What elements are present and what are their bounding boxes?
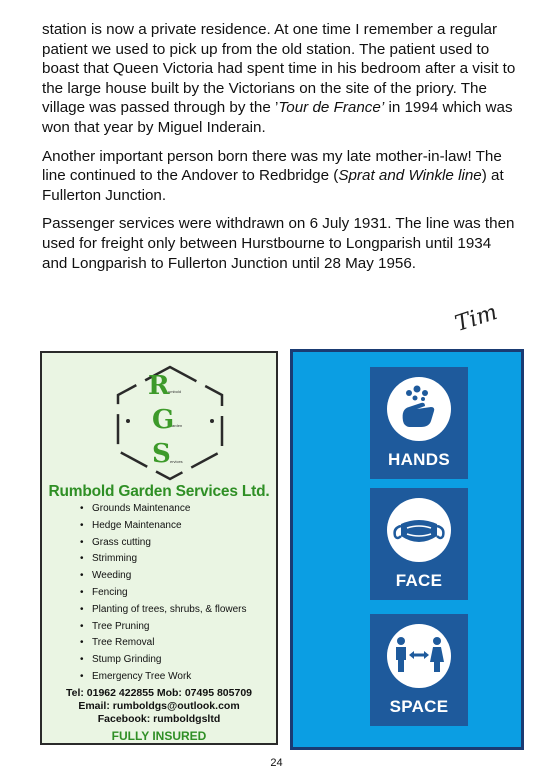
list-item: • Strimming xyxy=(80,551,247,568)
hand-washing-icon xyxy=(387,377,451,441)
list-item: • Grass cutting xyxy=(80,535,247,552)
contact-details xyxy=(42,687,276,726)
list-item: • Emergency Tree Work xyxy=(80,669,247,686)
logo-letter-r: R xyxy=(148,371,170,401)
list-item: • Planting of trees, shrubs, & flowers xyxy=(80,602,247,619)
space-label: SPACE xyxy=(389,697,449,716)
social-distance-icon xyxy=(387,624,451,688)
rgs-logo xyxy=(110,363,230,483)
tour-de-france-italic: Tour de France’ xyxy=(278,99,385,117)
tile-hands xyxy=(370,367,468,479)
paragraph-2-text-b: ) at Fullerton Junction. xyxy=(42,167,504,204)
email-address: Email: rumboldgs@outlook.com xyxy=(78,700,240,712)
list-item: • Grounds Maintenance xyxy=(80,501,247,518)
list-item: • Fencing xyxy=(80,585,247,602)
company-name: Rumbold Garden Services Ltd. xyxy=(48,483,270,500)
logo-word-arden: arden xyxy=(172,423,183,428)
rumbold-advert xyxy=(40,351,278,745)
logo-letter-g: G xyxy=(152,405,175,435)
list-item: • Stump Grinding xyxy=(80,652,247,669)
paragraph-3: Passenger services were withdrawn on 6 July 1931. The line was then used for freight only between Hurstbourne to Longparish until 1934 and Longparish to Fullerton Junction until 28 May 1956. xyxy=(42,215,515,272)
paragraph-1 xyxy=(42,20,520,138)
tile-space xyxy=(370,614,468,726)
paragraph-1-text-a: station is now a private residence. At one time I remember a regular patient we used to pick up from the old station. The patient used to boast that Queen Victoria had spent time in his bedroom after a visit to the large house built by the Victorians on the site of the priory. The village was passed through by the ’ xyxy=(42,21,516,117)
paragraph-2 xyxy=(42,147,520,206)
paragraph-2-text-a: Another important person born there was my late mother-in-law! The line continued to the Andover to Redbridge ( xyxy=(42,147,502,185)
fully-insured-label: FULLY INSURED xyxy=(111,729,207,743)
page-number: 24 xyxy=(270,757,283,769)
logo-word-ervices: ervices xyxy=(170,459,183,464)
tile-face xyxy=(370,488,468,600)
hands-face-space-poster xyxy=(290,349,524,750)
sprat-and-winkle-italic: Sprat and Winkle line xyxy=(338,167,482,185)
article-text xyxy=(42,20,520,282)
face-mask-icon xyxy=(387,498,451,562)
logo-letter-s: S xyxy=(152,439,171,469)
hands-label: HANDS xyxy=(388,450,450,469)
list-item: • Tree Pruning xyxy=(80,619,247,636)
face-label: FACE xyxy=(395,571,443,590)
list-item: • Tree Removal xyxy=(80,635,247,652)
list-item: • Weeding xyxy=(80,568,247,585)
paragraph-1-text-b: in 1994 which was won that year by Miguel Inderain. xyxy=(42,99,513,136)
logo-word-umbold: umbold xyxy=(168,389,182,394)
handwritten-signature: Tim xyxy=(452,300,501,337)
facebook-handle: Facebook: rumboldgsltd xyxy=(97,713,221,725)
services-list xyxy=(80,501,247,686)
phone-numbers: Tel: 01962 422855 Mob: 07495 805709 xyxy=(65,687,253,699)
list-item: • Hedge Maintenance xyxy=(80,518,247,535)
